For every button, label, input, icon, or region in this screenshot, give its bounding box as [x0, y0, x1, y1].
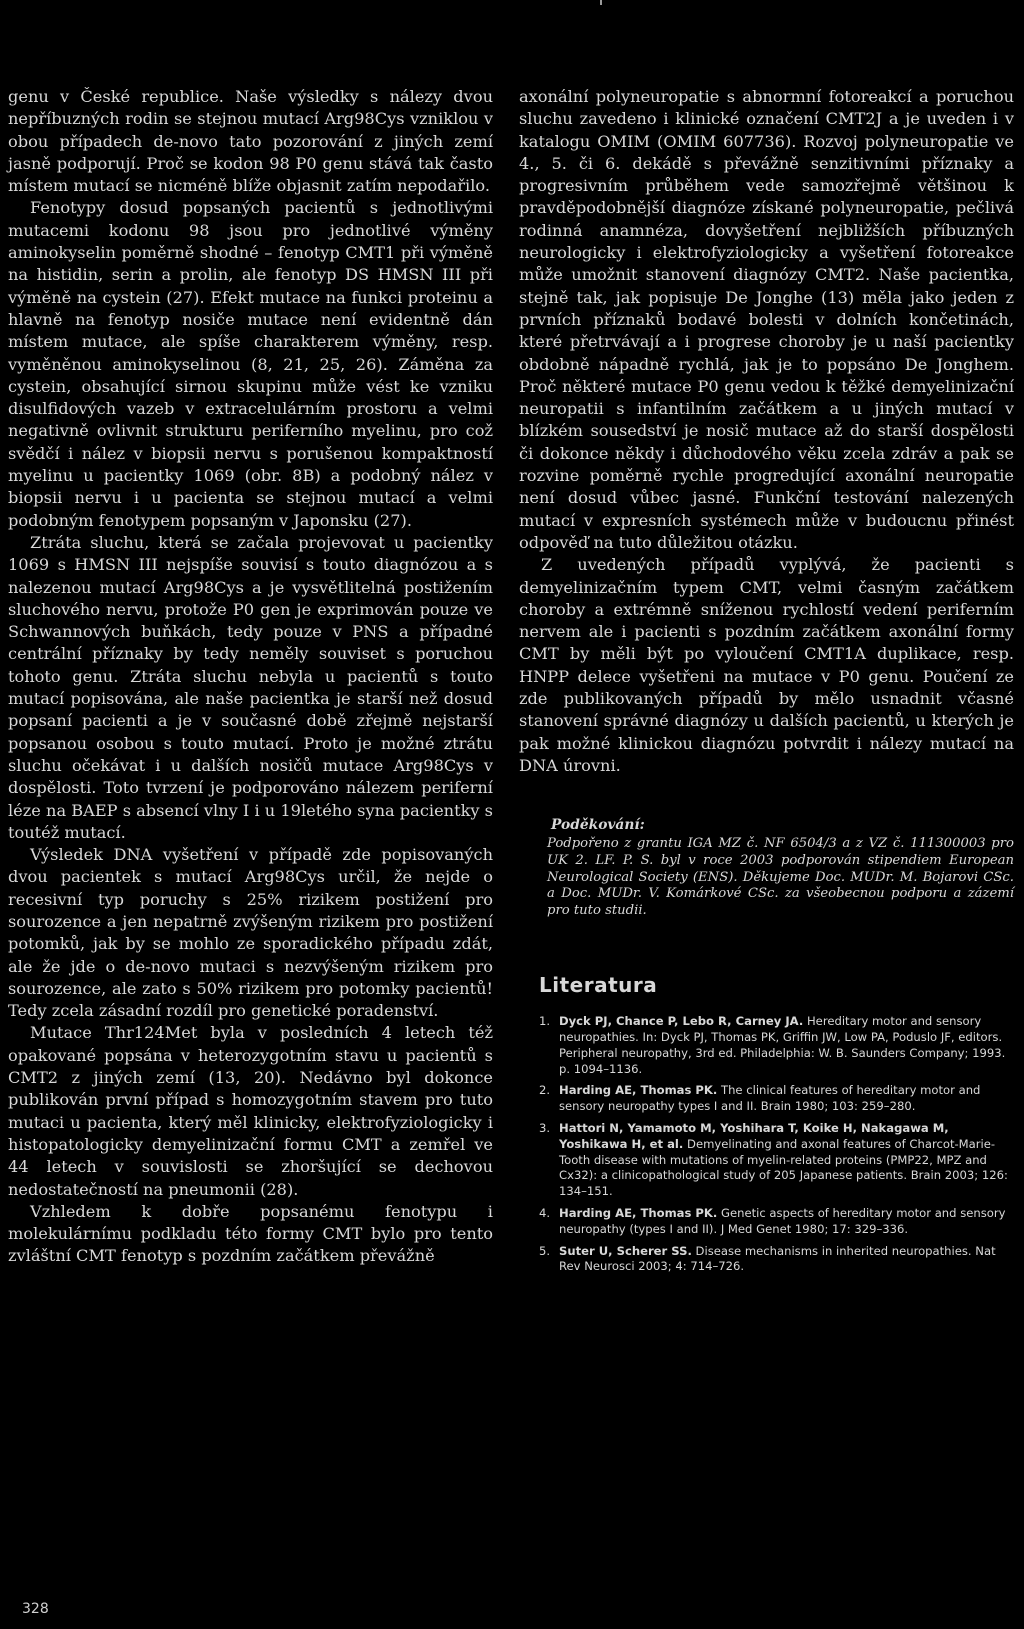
paragraph: Mutace Thr124Met byla v posledních 4 letech též opakované popsána v heterozygotním stavu u pacientů s CMT2 z jiných zemí (13, 20). Nedávno byl dokonce publikován první případ s homozygotním stavem pro tuto mutaci u pacienta, který měl klinicky, elektrofyziologicky i histopatologicky demyelinizační formu CMT a zemřel ve 44 letech v souvislosti se zhoršující se dechovou nedostatečností na pneumonii (28).	[8, 1023, 493, 1199]
right-column	[519, 86, 1014, 1281]
references-heading: Literatura	[539, 972, 658, 997]
paragraph: Výsledek DNA vyšetření v případě zde popisovaných dvou pacientek s mutací Arg98Cys určil, že nejde o recesivní typ poruchy s 25% rizikem postižení pro sourozence a jen nepatrně zvýšeným rizikem pro postižení potomků, jak by se mohlo ze sporadického případu zdát, ale že jde o de-novo mutaci s nezvýšeným rizikem pro sourozence, ale zato s 50% rizikem pro potomky pacientů! Tedy zcela zásadní rozdíl pro genetické poradenství.	[8, 845, 493, 1021]
reference-number: 2.	[539, 1083, 551, 1098]
reference-authors: Hattori N, Yamamoto M, Yoshihara T, Koike H, Nakagawa M, Yoshikawa H, et al.	[559, 1121, 949, 1151]
reference-item	[519, 1014, 1014, 1077]
reference-number: 1.	[539, 1014, 551, 1029]
page-number: 328	[22, 1601, 49, 1617]
acknowledgement	[519, 817, 1014, 920]
reference-number: 3.	[539, 1121, 551, 1136]
left-column	[8, 86, 493, 1268]
reference-text: Demyelinating and axonal features of Charcot-Marie-Tooth disease with mutations of myelin-related proteins (PMP22, MPZ and Cx32): a clinicopathological study of 205 Japanese patients. Brain 2003; 126: 134–151.	[559, 1136, 1008, 1199]
reference-authors: Harding AE, Thomas PK.	[559, 1206, 718, 1221]
paragraph: Vzhledem k dobře popsanému fenotypu i molekulárnímu podkladu této formy CMT bylo pro tento zvláštní CMT fenotyp s pozdním začátkem převážně	[8, 1201, 493, 1266]
paragraph: Ztráta sluchu, která se začala projevovat u pacientky 1069 s HMSN III nejspíše souvisí s touto diagnózou a s nalezenou mutací Arg98Cys a je vysvětlitelná postižením sluchového nervu, protože P0 gen je exprimován pouze ve Schwannových buňkách, tedy pouze v PNS a případné centrální příznaky by tedy neměly souviset s poruchou tohoto genu. Ztráta sluchu nebyla u pacientů s touto mutací popisována, ale naše pacientka je starší než dosud popsaní pacienti a je v současné době zřejmě nejstarší popsanou osobou s touto mutací. Proto je možné ztrátu sluchu očekávat i u dalších nosičů mutace Arg98Cys v dospělosti. Toto tvrzení je podporováno nálezem periferní léze na BAEP s absencí vlny I i u 19letého syna pacientky s toutéž mutací.	[8, 532, 493, 842]
reference-list	[519, 1014, 1014, 1275]
paragraph: Z uvedených případů vyplývá, že pacienti s demyelinizačním typem CMT, velmi časným začátkem choroby a extrémně sníženou rychlostí vedení periferním nervem ale i pacienti s pozdním začátkem axonální formy CMT by měli být po vyloučení CMT1A duplikace, resp. HNPP delece vyšetřeni na mutace v P0 genu. Poučení ze zde publikovaných případů by mělo usnadnit včasné stanovení správné diagnózy u dalších pacientů, u kterých je pak možné klinickou diagnózu potvrdit i nálezy mutací na DNA úrovni.	[519, 555, 1014, 775]
reference-item	[519, 1083, 1014, 1115]
reference-text: Disease mechanisms in inherited neuropathies. Nat Rev Neurosci 2003; 4: 714–726.	[559, 1243, 996, 1274]
reference-text: The clinical features of hereditary motor and sensory neuropathy types I and II. Brain 1980; 103: 259–280.	[559, 1083, 981, 1114]
acknowledgement-title: Poděkování:	[551, 817, 645, 834]
reference-item	[519, 1244, 1014, 1276]
reference-authors: Harding AE, Thomas PK.	[559, 1083, 718, 1098]
paragraph: genu v České republice. Naše výsledky s nálezy dvou nepříbuzných rodin se stejnou mutací Arg98Cys vzniklou v obou případech de-novo tato pozorování z jiných zemí jasně podporují. Proč se kodon 98 P0 genu stává tak často místem mutací se nicméně blíže objasnit zatím nepodařilo.	[8, 87, 493, 196]
reference-text: Hereditary motor and sensory neuropathies. In: Dyck PJ, Thomas PK, Griffin JW, Low PA, Poduslo JF, editors. Peripheral neuropathy, 3rd ed. Philadelphia: W. B. Saunders Company; 1993. p. 1094–1136.	[559, 1014, 1006, 1076]
reference-number: 5.	[539, 1243, 551, 1258]
reference-item	[519, 1206, 1014, 1238]
paragraph: Fenotypy dosud popsaných pacientů s jednotlivými mutacemi kodonu 98 jsou pro jednotlivé výměny aminokyselin poměrně shodné – fenotyp CMT1 při výměně na histidin, serin a prolin, ale fenotyp DS HMSN III při výměně na cystein (27). Efekt mutace na funkci proteinu a hlavně na fenotyp nosiče mutace není evidentně dán místem mutace, ale spíše charakterem výměny, resp. vyměněnou aminokyselinou (8, 21, 25, 26). Záměna za cystein, obsahující sirnou skupinu může vést ke vzniku disulfidových vazeb v extracelulárním prostoru a velmi negativně ovlivnit strukturu periferního myelinu, pro což svědčí i nález v biopsii nervu s porušenou kompaktností myelinu u pacientky 1069 (obr. 8B) a podobný nález v biopsii nervu i u pacienta se stejnou mutací a velmi podobným fenotypem popsaným v Japonsku (27).	[8, 198, 493, 530]
paragraph: axonální polyneuropatie s abnormní fotoreakcí a poruchou sluchu zavedeno i klinické označení CMT2J a je uveden i v katalogu OMIM (OMIM 607736). Rozvoj polyneuropatie ve 4., 5. či 6. dekádě s převážně senzitivními příznaky a progresivním průběhem vede samozřejmě většinou k pravděpodobnější diagnóze získané polyneuropatie, pečlivá rodinná anamnéza, dovyšetření nejbližších příbuzných neurologicky i elektrofyziologicky a vyšetření fotoreakce může umožnit stanovení diagnózy CMT2. Naše pacientka, stejně tak, jak popisuje De Jonghe (13) měla jako jeden z prvních příznaků bodavé bolesti v dolních končetinách, které přetrvávají a i progrese choroby je u naší pacientky obdobně nápadně rychlá, jak je to popsáno De Jonghem. Proč některé mutace P0 genu vedou k těžké demyelinizační neuropatii s infantilním začátkem a u jiných mutací v blízkém sousedství je nosič mutace až do starší dospělosti či dokonce někdy i důchodového věku zcela zdráv a pak se rozvine poměrně rychle progredující axonální neuropatie není dosud vůbec jasné. Funkční testování nalezených mutací v expresních systémech může v budoucnu přinést odpověď na tuto důležitou otázku.	[519, 87, 1014, 552]
reference-number: 4.	[539, 1206, 551, 1221]
scan-mark	[600, 0, 602, 5]
reference-authors: Suter U, Scherer SS.	[559, 1243, 692, 1258]
reference-item	[519, 1121, 1014, 1200]
reference-text: Genetic aspects of hereditary motor and sensory neuropathy (types I and II). J Med Genet 1980; 17: 329–336.	[559, 1206, 1006, 1236]
reference-authors: Dyck PJ, Chance P, Lebo R, Carney JA.	[559, 1014, 804, 1029]
acknowledgement-text: Podpořeno z grantu IGA MZ č. NF 6504/3 a z VZ č. 111300003 pro UK 2. LF. P. S. byl v roce 2003 podporován stipendiem European Neurological Society (ENS). Děkujeme Doc. MUDr. M. Bojarovi CSc. a Doc. MUDr. V. Komárkové CSc. za všeobecnou podporu a zázemí pro tuto studii.	[547, 836, 1014, 919]
